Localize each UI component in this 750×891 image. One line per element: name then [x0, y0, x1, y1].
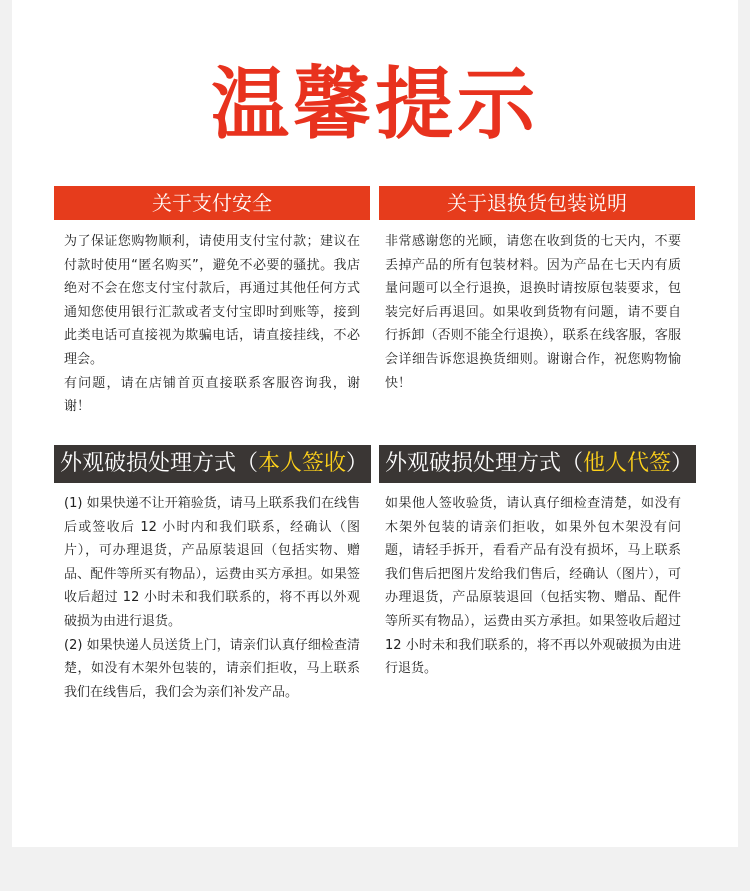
- damage-self-paragraph: (1) 如果快递不让开箱验货，请马上联系我们在线售后或签收后 12 小时内和我们联系，经确认（图片），可办理退货，产品原装退回（包括实物、赠品、配件等所买有物品），运费由买方承担。如果签收后超过 12 小时未和我们联系的，将不再以外观破损为由进行退货。: [64, 496, 360, 629]
- returns-heading: 关于退换货包装说明: [379, 186, 695, 220]
- damage-self-heading-suffix: ）: [346, 451, 369, 476]
- payment-paragraph: 为了保证您购物顺利，请使用支付宝付款；建议在付款时使用“匿名购买”，避免不必要的骚扰。我店绝对不会在您支付宝付款后，再通过其他任何方式通知您使用银行汇款或者支付宝即时到账等，接到此类电话可直接视为欺骗电话，请直接挂线，不必理会。: [64, 234, 360, 367]
- damage-other-heading-suffix: ）: [671, 451, 694, 476]
- damage-self-heading: [54, 445, 371, 483]
- damage-other-heading-highlight: 他人代签: [583, 451, 672, 476]
- damage-other-heading-prefix: 外观破损处理方式（: [385, 451, 584, 476]
- damage-self-heading-prefix: 外观破损处理方式（: [60, 451, 259, 476]
- payment-heading: 关于支付安全: [54, 186, 370, 220]
- damage-self-body: [64, 492, 360, 704]
- page-title: 温馨提示: [210, 60, 539, 150]
- returns-paragraph: 非常感谢您的光顾，请您在收到货的七天内，不要丢掉产品的所有包装材料。因为产品在七天内有质量问题可以全行退换，退换时请按原包装要求，包装完好后再退回。如果收到货物有问题，请不要自行拆卸（否则不能全行退换），联系在线客服，客服会详细告诉您退换货细则。谢谢合作，祝您购物愉快！: [385, 234, 681, 391]
- damage-other-heading: [379, 445, 696, 483]
- damage-self-heading-highlight: 本人签收: [258, 451, 347, 476]
- returns-body: [385, 230, 681, 395]
- damage-self-paragraph: (2) 如果快递人员送货上门，请亲们认真仔细检查清楚，如没有木架外包装的，请亲们拒收，马上联系我们在线售后，我们会为亲们补发产品。: [64, 637, 360, 700]
- damage-other-paragraph: 如果他人签收验货，请认真仔细检查清楚，如没有木架外包装的请亲们拒收，如果外包木架没有问题，请轻手拆开，看看产品有没有损坏，马上联系我们售后把图片发给我们售后，经确认（图片），可办理退货，产品原装退回（包括实物、赠品、配件等所买有物品），运费由买方承担。如果签收后超过 12 小时未和我们联系的，将不再以外观破损为由进行退货。: [385, 496, 681, 677]
- damage-other-body: [385, 492, 681, 681]
- payment-body: [64, 230, 360, 419]
- payment-paragraph: 有问题，请在店铺首页直接联系客服咨询我，谢谢！: [64, 375, 360, 415]
